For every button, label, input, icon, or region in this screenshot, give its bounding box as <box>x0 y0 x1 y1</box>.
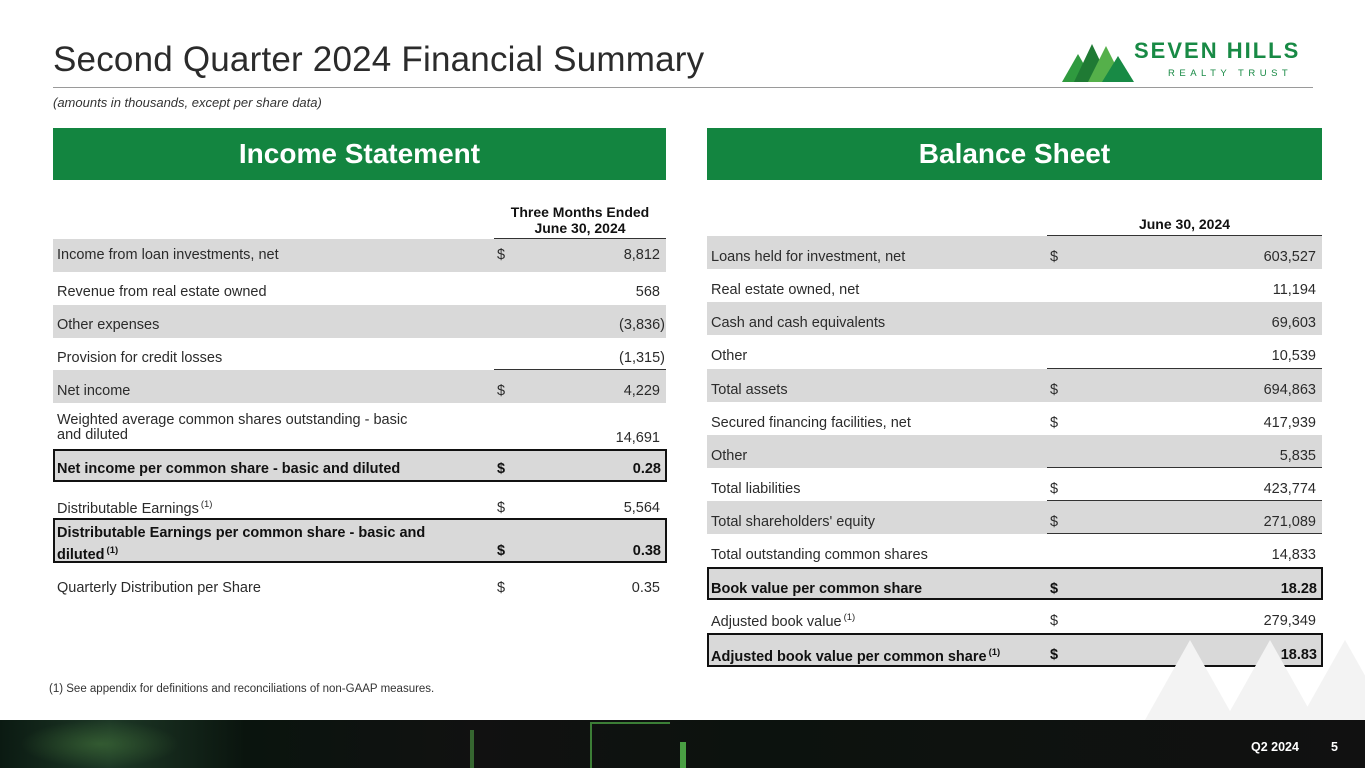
highlighted-row: Net income per common share - basic and diluted $ 0.28 <box>53 449 667 482</box>
company-logo <box>1062 36 1322 82</box>
footer-period: Q2 2024 <box>1251 740 1299 754</box>
highlighted-row: Adjusted book value per common share $^{(1)}$ $ 18.83 <box>707 633 1323 667</box>
table-row: Net income $ 4,229 <box>53 370 666 403</box>
decorative-shape <box>1300 640 1365 720</box>
balance-sheet-header: Balance Sheet <box>707 128 1322 180</box>
table-row: Distributable Earnings $^{(1)}$ $ 5,564 <box>57 499 660 517</box>
footer-banner <box>0 720 1365 768</box>
table-row: Other expenses (3,836) <box>53 305 666 338</box>
page-number: 5 <box>1331 740 1338 754</box>
highlighted-row: Book value per common share $ 18.28 <box>707 567 1323 600</box>
footnote: (1) See appendix for definitions and reconciliations of non-GAAP measures. <box>49 683 435 695</box>
footer-decoration <box>470 730 474 768</box>
highlighted-row: Distributable Earnings per common share - basic and diluted $^{(1)}$ $ 0.38 <box>53 518 667 563</box>
page-subtitle: (amounts in thousands, except per share data) <box>53 95 322 110</box>
footer-decoration <box>590 722 670 768</box>
balance-column-header: June 30, 2024 <box>1138 216 1231 232</box>
table-row: Weighted average common shares outstanding - basic and diluted 14,691 <box>57 412 660 446</box>
income-column-header: Three Months Ended June 30, 2024 <box>510 204 650 236</box>
table-row: Adjusted book value $^{(1)}$ $ 279,349 <box>711 612 1316 630</box>
table-row: Real estate owned, net 11,194 <box>711 282 1316 298</box>
table-row: Total shareholders' equity $ 271,089 <box>707 501 1322 534</box>
table-row: Total assets $ 694,863 <box>707 369 1322 402</box>
table-row: Provision for credit losses (1,315) <box>57 350 665 366</box>
income-statement-header: Income Statement <box>53 128 666 180</box>
table-row: Total liabilities $ 423,774 <box>711 481 1316 497</box>
table-row: Revenue from real estate owned 568 <box>57 284 660 300</box>
footer-decoration <box>20 720 180 768</box>
table-row: Other 5,835 <box>707 435 1322 468</box>
logo-tagline: REALTY TRUST <box>1168 68 1293 79</box>
footer-decoration <box>680 742 686 768</box>
mountains-logo-icon <box>1062 40 1134 82</box>
logo-name: SEVEN HILLS <box>1134 38 1301 63</box>
table-row: Loans held for investment, net $ 603,527 <box>707 236 1322 269</box>
table-row: Cash and cash equivalents 69,603 <box>707 302 1322 335</box>
decorative-shape <box>1145 640 1235 720</box>
table-row: Income from loan investments, net $ 8,812 <box>53 239 666 272</box>
table-row: Quarterly Distribution per Share $ 0.35 <box>57 580 660 596</box>
table-row: Other 10,539 <box>711 348 1316 364</box>
table-row: Total outstanding common shares 14,833 <box>711 547 1316 563</box>
page-title: Second Quarter 2024 Financial Summary <box>53 40 705 79</box>
title-divider <box>53 87 1313 88</box>
table-row: Secured financing facilities, net $ 417,939 <box>711 415 1316 431</box>
